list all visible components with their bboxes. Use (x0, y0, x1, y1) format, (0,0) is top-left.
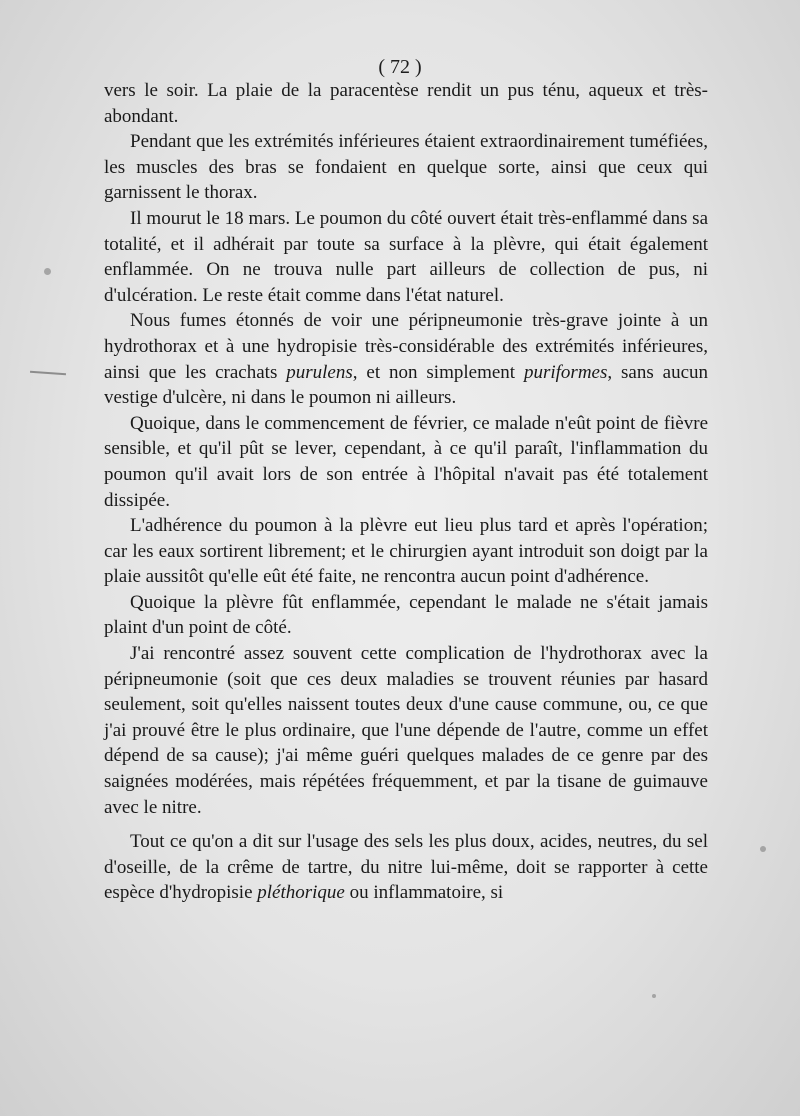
text-segment: Nous fumes étonnés de voir une péripneumonie très-grave jointe à un hydrothorax et à une hydropisie très-considérable des extrémités inférieures, ainsi que les crachats (104, 310, 708, 383)
text-segment: Quoique la plèvre fût enflammée, cependant le malade ne s'était jamais plaint d'un point de côté. (104, 591, 708, 639)
page-body-text (104, 78, 708, 906)
text-segment: L'adhérence du poumon à la plèvre eut lieu plus tard et après l'opération; car les eaux sortirent librement; et le chirurgien ayant introduit son doigt par la plaie aussitôt qu'elle eût été faite, ne rencontra aucun point d'adhérence. (104, 515, 708, 588)
margin-mark (30, 371, 66, 376)
paper-speck (652, 994, 656, 998)
text-segment: , et non simplement (352, 361, 524, 383)
italic-term: pléthorique (257, 882, 345, 904)
paragraph (104, 513, 708, 590)
paragraph (104, 411, 708, 513)
text-segment: ou inflammatoire, si (344, 882, 504, 904)
paper-speck (760, 846, 766, 852)
text-segment: Quoique, dans le commencement de février, ce malade n'eût point de fièvre sensible, et qu'il pût se lever, cependant, à ce qu'il paraît, l'inflammation du poumon qu'il avait lors de son entrée à l'hôpital n'avait pas été totalement dissipée. (104, 412, 708, 511)
paragraph (104, 206, 708, 308)
paragraph (104, 129, 708, 206)
paragraph (104, 590, 708, 641)
paragraph (104, 829, 708, 906)
paragraph (104, 78, 708, 129)
paragraph (104, 308, 708, 410)
text-segment: J'ai rencontré assez souvent cette complication de l'hydrothorax avec la péripneumonie (soit que ces deux maladies se trouvent réunies par hasard seulement, soit qu'elles naissent toutes deux d'une cause commune, ou, ce que j'ai prouvé être le plus ordinaire, que l'une dépende de l'autre, comme un effet dépend de sa cause); j'ai même guéri quelques malades de ce genre par des saignées modérées, mais répétées fréquemment, et par la tisane de guimauve avec le nitre. (104, 643, 708, 818)
text-segment: Pendant que les extrémités inférieures étaient extraordinairement tuméfiées, les muscles des bras se fondaient en quelque sorte, ainsi que ceux qui garnissent le thorax. (104, 131, 708, 204)
page-number: ( 72 ) (378, 56, 422, 78)
text-segment: Tout ce qu'on a dit sur l'usage des sels les plus doux, acides, neutres, du sel d'oseille, de la crême de tartre, du nitre lui-même, doit se rapporter à cette espèce d'hydropisie (104, 831, 708, 904)
italic-term: puriformes (523, 361, 608, 383)
paper-speck (44, 268, 51, 275)
text-segment: Il mourut le 18 mars. Le poumon du côté ouvert était très-enflammé dans sa totalité, et il adhérait par toute sa surface à la plèvre, qui était également enflammée. On ne trouva nulle part ailleurs de collection de pus, ni d'ulcération. Le reste était comme dans l'état naturel. (104, 207, 708, 306)
text-segment: , sans aucun vestige d'ulcère, ni dans le poumon ni ailleurs. (104, 361, 709, 409)
italic-term: purulens (286, 361, 353, 383)
text-segment: vers le soir. La plaie de la paracentèse rendit un pus ténu, aqueux et très-abondant. (104, 80, 708, 127)
paragraph (104, 641, 708, 820)
